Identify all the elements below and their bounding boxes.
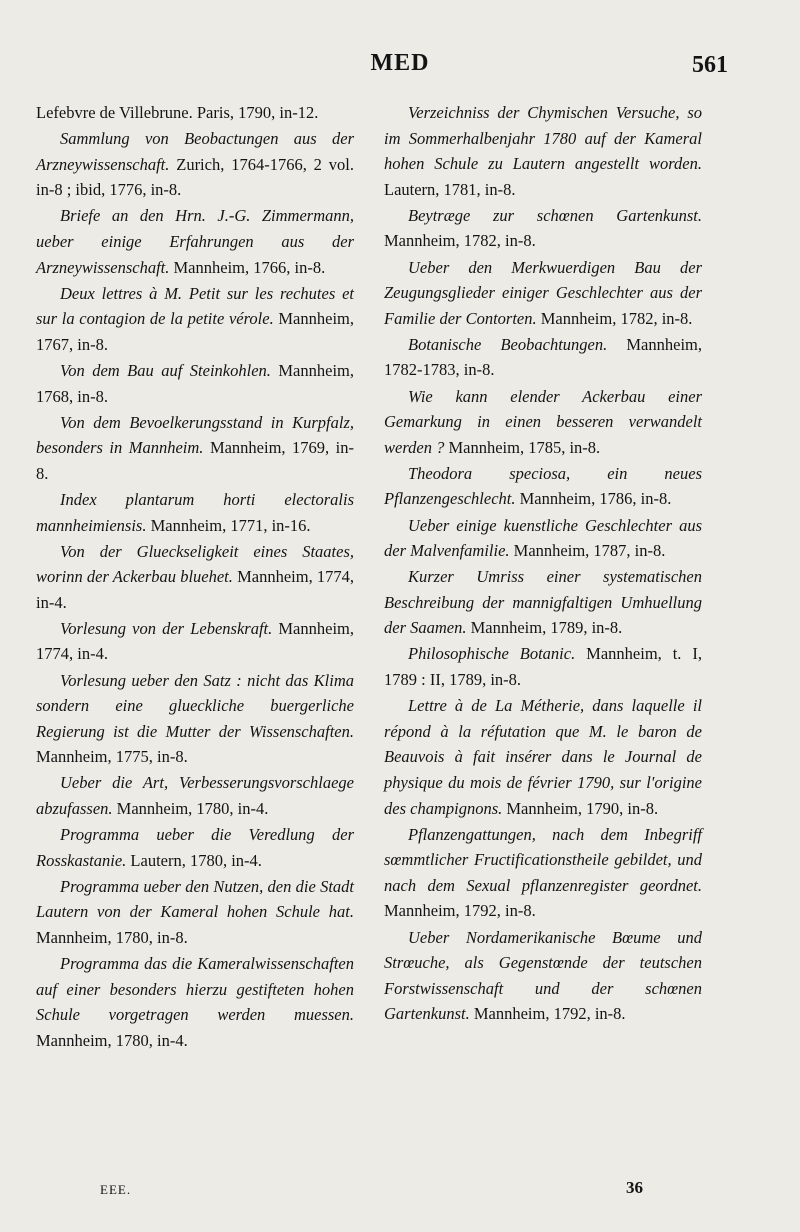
entry-title: Kurzer Umriss einer systematischen Beschreibung der mannigfaltigen Umhuellung der Saamen. [384, 567, 702, 638]
entry-title: Ueber den Merkwuerdigen Bau der Zeugungsglieder einiger Geschlechter aus der Familie der Contorten. [384, 257, 702, 328]
entry-title: Programma ueber die Veredlung der Rosskastanie. [36, 825, 354, 870]
signature-mark: EEE. [100, 1182, 132, 1197]
entry-title: Sammlung von Beobactungen aus der Arzneywissenschaft. [36, 129, 354, 174]
bibliography-entry [384, 925, 702, 1027]
bibliography-entry [384, 100, 702, 202]
running-title: MED [370, 50, 430, 76]
bibliography-entry [36, 410, 354, 487]
entry-imprint: Mannheim, 1786, in-8. [519, 489, 672, 509]
bibliography-entry [384, 564, 702, 641]
entry-title: Botanische Beobachtungen. [408, 334, 608, 354]
bibliography-entry [384, 513, 702, 564]
entry-title: Programma das die Kameralwissenschaften auf einer besonders hierzu gestifteten hohen Schule vorgetragen werden muessen. [36, 954, 354, 1025]
entry-imprint: Mannheim, 1768, in-8. [36, 360, 354, 406]
bibliography-entry [36, 358, 354, 409]
running-header [30, 50, 770, 84]
bibliography-entry [36, 874, 354, 951]
bibliography-entry [36, 100, 354, 126]
entry-imprint: Mannheim, 1780, in-4. [116, 799, 269, 819]
bibliography-entry [384, 461, 702, 512]
entry-title: Theodora speciosa, ein neues Pflanzengeschlecht. [384, 463, 702, 509]
bibliography-entry [384, 641, 702, 692]
bibliography-entry [384, 332, 702, 383]
entry-imprint: Mannheim, 1787, in-8. [513, 541, 666, 561]
entry-title: Pflanzengattungen, nach dem Inbegriff sœmmtlicher Fructificationstheile gebildet, und nach dem Sexual pflanzenregister geordnet. [384, 824, 702, 895]
entry-title: Deux lettres à M. Petit sur les rechutes et sur la contagion de la petite vérole. [36, 283, 354, 329]
entry-imprint: Mannheim, 1774, in-4. [36, 567, 355, 612]
bibliography-entry [36, 487, 354, 538]
entry-title: Programma ueber den Nutzen, den die Stadt Lautern von der Kameral hohen Schule hat. [36, 876, 354, 922]
bibliography-entry [384, 822, 702, 924]
entry-imprint: Mannheim, 1780, in-4. [36, 1030, 188, 1050]
page-footer [30, 1178, 770, 1208]
entry-imprint: Lefebvre de Villebrune. Paris, 1790, in-12. [36, 103, 319, 122]
entry-imprint: Mannheim, 1785, in-8. [448, 437, 601, 457]
entry-title: Vorlesung ueber den Satz : nicht das Klima sondern eine glueckliche buergerliche Regierung ist die Mutter der Wissenschaften. [36, 670, 354, 741]
entry-title: Ueber die Art, Verbesserungsvorschlaege abzufassen. [36, 773, 354, 819]
entry-imprint: Mannheim, 1782, in-8. [384, 231, 536, 251]
entry-title: Von dem Bevoelkerungsstand in Kurpfalz, besonders in Mannheim. [36, 412, 354, 458]
right-column [384, 100, 702, 1027]
entry-imprint: Mannheim, 1766, in-8. [173, 257, 326, 277]
bibliography-entry [36, 203, 354, 280]
entry-imprint: Lautern, 1780, in-4. [130, 850, 262, 870]
bibliography-entry [36, 126, 354, 203]
entry-imprint: Mannheim, 1780, in-8. [36, 928, 188, 947]
entry-imprint: Mannheim, 1792, in-8. [473, 1004, 626, 1024]
bibliography-entry [36, 616, 354, 667]
entry-imprint: Lautern, 1781, in-8. [384, 179, 516, 199]
entry-imprint: Mannheim, 1782-1783, in-8. [384, 334, 703, 380]
entry-title: Von dem Bau auf Steinkohlen. [60, 360, 271, 380]
entry-imprint: Mannheim, 1792, in-8. [384, 901, 536, 921]
sheet-number: 36 [626, 1178, 643, 1197]
bibliography-entry [384, 384, 702, 461]
entry-imprint: Mannheim, 1774, in-4. [36, 618, 355, 664]
page-number: 561 [692, 52, 728, 78]
bibliography-entry [384, 255, 702, 332]
bibliography-entry [36, 951, 354, 1053]
bibliography-entry [36, 770, 354, 821]
bibliography-entry [36, 281, 354, 358]
bibliography-entry [36, 668, 354, 770]
entry-title: Ueber einige kuenstliche Geschlechter aus der Malvenfamilie. [384, 515, 702, 561]
entry-title: Index plantarum horti electoralis mannheimiensis. [36, 489, 354, 535]
entry-title: Briefe an den Hrn. J.-G. Zimmermann, ueber einige Erfahrungen aus der Arzneywissenschaft. [36, 206, 354, 277]
entry-title: Verzeichniss der Chymischen Versuche, so im Sommerhalbenjahr 1780 auf der Kameral hohen Schule zu Lautern angestellt worden. [384, 103, 702, 174]
entry-imprint: Mannheim, 1769, in-8. [36, 438, 354, 483]
entry-imprint: Mannheim, 1782, in-8. [540, 308, 693, 328]
left-column [36, 100, 354, 1054]
entry-imprint: Mannheim, 1775, in-8. [36, 747, 188, 767]
entry-imprint: Mannheim, 1771, in-16. [150, 515, 311, 535]
entry-imprint: Mannheim, 1789, in-8. [470, 618, 623, 638]
entry-title: Wie kann elender Ackerbau einer Gemarkung in einen besseren verwandelt werden ? [384, 386, 702, 457]
entry-title: Lettre à de La Métherie, dans laquelle il répond à la réfutation que M. le baron de Beauvois à fait insérer dans le Journal de physique du mois de février 1790, sur l'origine des champignons. [384, 696, 702, 818]
entry-imprint: Mannheim, 1790, in-8. [506, 798, 659, 818]
bibliography-entry [36, 822, 354, 873]
entry-title: Ueber Nordamerikanische Bœume und Strœuche, als Gegenstœnde der teutschen Forstwissenschaft und der schœnen Gartenkunst. [384, 927, 702, 1024]
entry-title: Von der Glueckseligkeit eines Staates, worinn der Ackerbau bluehet. [36, 541, 354, 587]
bibliography-entry [36, 539, 354, 616]
entry-title: Vorlesung von der Lebenskraft. [60, 618, 273, 638]
entry-title: Philosophische Botanic. [408, 644, 576, 664]
entry-imprint: Mannheim, t. I, 1789 : II, 1789, in-8. [384, 644, 702, 690]
entry-imprint: Mannheim, 1767, in-8. [36, 309, 355, 354]
entry-title: Beytræge zur schœnen Gartenkunst. [408, 205, 702, 225]
bibliography-entry [384, 693, 702, 821]
entry-imprint: Zurich, 1764-1766, 2 vol. in-8 ; ibid, 1776, in-8. [36, 154, 354, 200]
bibliography-entry [384, 203, 702, 254]
